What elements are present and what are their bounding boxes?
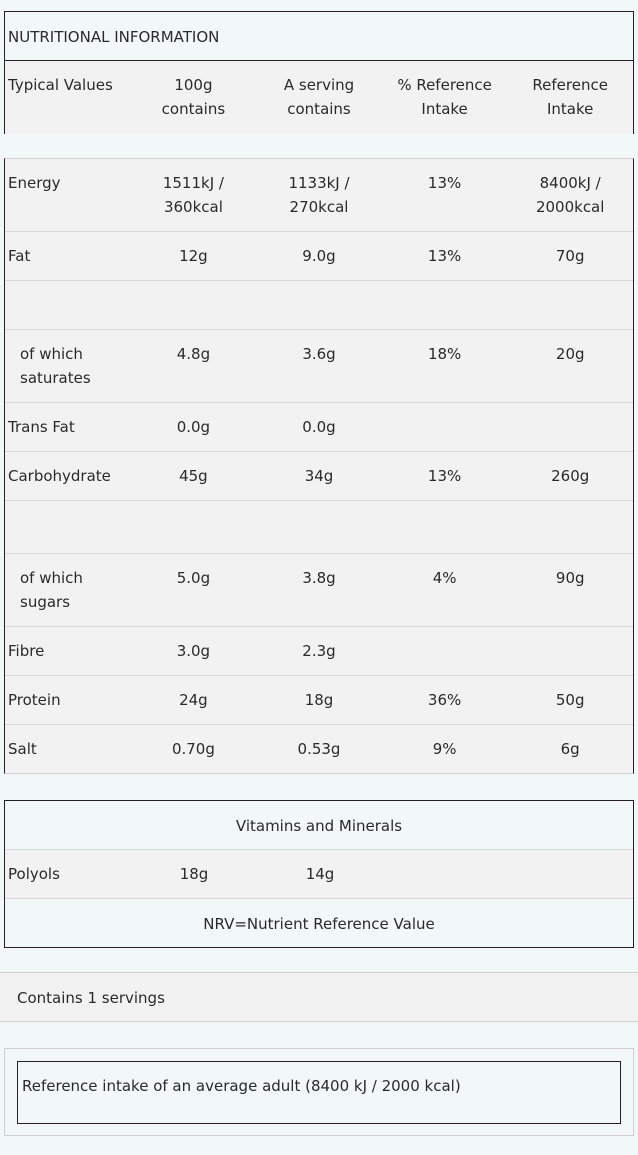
value-ri-percent: 13% (427, 247, 462, 265)
value-ri: 50g (555, 691, 585, 709)
servings-info (0, 972, 638, 1022)
table-row (5, 725, 633, 774)
section-title: NUTRITIONAL INFORMATION (5, 12, 633, 61)
nutrient-name (5, 281, 131, 329)
value-serving (256, 281, 382, 329)
col-100g: 100g contains (161, 76, 226, 118)
value-100g: 1511kJ / 360kcal (162, 174, 224, 216)
value-ri (507, 627, 633, 675)
nutrition-header (4, 11, 634, 134)
nutrient-name: Salt (8, 740, 37, 758)
value-serving: 14g (305, 865, 335, 883)
vitamins-heading: Vitamins and Minerals (5, 801, 633, 850)
table-row (5, 850, 633, 899)
col-ri: Reference Intake (532, 76, 608, 118)
value-100g (131, 281, 257, 329)
nutrient-name: of which saturates (20, 345, 91, 387)
vitamins-table (4, 800, 634, 948)
value-ri-percent (382, 403, 508, 451)
value-100g: 0.0g (176, 418, 211, 436)
value-100g (131, 501, 257, 553)
table-row (5, 627, 633, 676)
value-ri: 70g (555, 247, 585, 265)
nutrient-name: of which sugars (20, 569, 83, 611)
value-ri-percent: 9% (432, 740, 457, 758)
col-typical-values: Typical Values (8, 76, 113, 94)
value-ri: 260g (551, 467, 590, 485)
nutrient-name: Trans Fat (8, 418, 75, 436)
value-100g: 12g (179, 247, 208, 265)
servings-text: Contains 1 servings (17, 989, 165, 1007)
table-row (5, 281, 633, 330)
value-serving: 34g (304, 467, 334, 485)
value-100g: 3.0g (176, 642, 211, 660)
nutrient-name (5, 501, 131, 553)
nutrient-name: Fat (8, 247, 31, 265)
value-serving: 9.0g (302, 247, 336, 265)
value-ri: 90g (555, 569, 585, 587)
value-ri-percent: 36% (427, 691, 462, 709)
nutrient-name: Polyols (8, 865, 60, 883)
reference-intake-text: Reference intake of an average adult (8400 kJ / 2000 kcal) (17, 1061, 621, 1124)
nutrient-name: Carbohydrate (8, 467, 111, 485)
nutrient-name: Protein (8, 691, 61, 709)
value-ri (507, 501, 633, 553)
value-ri-percent (382, 501, 508, 553)
value-ri: 8400kJ / 2000kcal (535, 174, 605, 216)
col-ri-percent: % Reference Intake (397, 76, 492, 118)
nutrients-table (4, 158, 634, 774)
value-ri-percent (382, 281, 508, 329)
value-100g: 0.70g (171, 740, 215, 758)
value-serving: 3.8g (302, 569, 336, 587)
value-serving: 0.0g (302, 418, 336, 436)
table-row (5, 452, 633, 501)
value-ri-percent: 18% (427, 345, 462, 363)
value-ri-percent: 13% (427, 174, 462, 192)
value-100g: 45g (179, 467, 208, 485)
table-row (5, 159, 633, 232)
value-serving: 18g (304, 691, 334, 709)
value-100g: 24g (179, 691, 208, 709)
value-100g: 5.0g (176, 569, 211, 587)
value-ri-percent: 13% (427, 467, 462, 485)
value-ri: 20g (555, 345, 585, 363)
value-ri-percent: 4% (432, 569, 457, 587)
table-row (5, 676, 633, 725)
value-100g: 4.8g (176, 345, 211, 363)
nutrient-name: Energy (8, 174, 61, 192)
value-ri-percent (382, 627, 508, 675)
value-serving: 3.6g (302, 345, 336, 363)
nutrient-name: Fibre (8, 642, 45, 660)
value-ri (507, 403, 633, 451)
nrv-footnote: NRV=Nutrient Reference Value (5, 899, 633, 947)
value-ri: 6g (560, 740, 580, 758)
column-headers (5, 61, 633, 134)
value-serving: 2.3g (302, 642, 336, 660)
table-row (5, 554, 633, 627)
reference-intake-box (4, 1048, 634, 1136)
table-row (5, 403, 633, 452)
value-100g: 18g (179, 865, 209, 883)
table-row (5, 501, 633, 554)
value-serving (256, 501, 382, 553)
value-ri (507, 281, 633, 329)
table-row (5, 330, 633, 403)
value-serving: 1133kJ / 270kcal (288, 174, 350, 216)
table-row (5, 232, 633, 281)
value-serving: 0.53g (297, 740, 341, 758)
col-serving: A serving contains (283, 76, 355, 118)
